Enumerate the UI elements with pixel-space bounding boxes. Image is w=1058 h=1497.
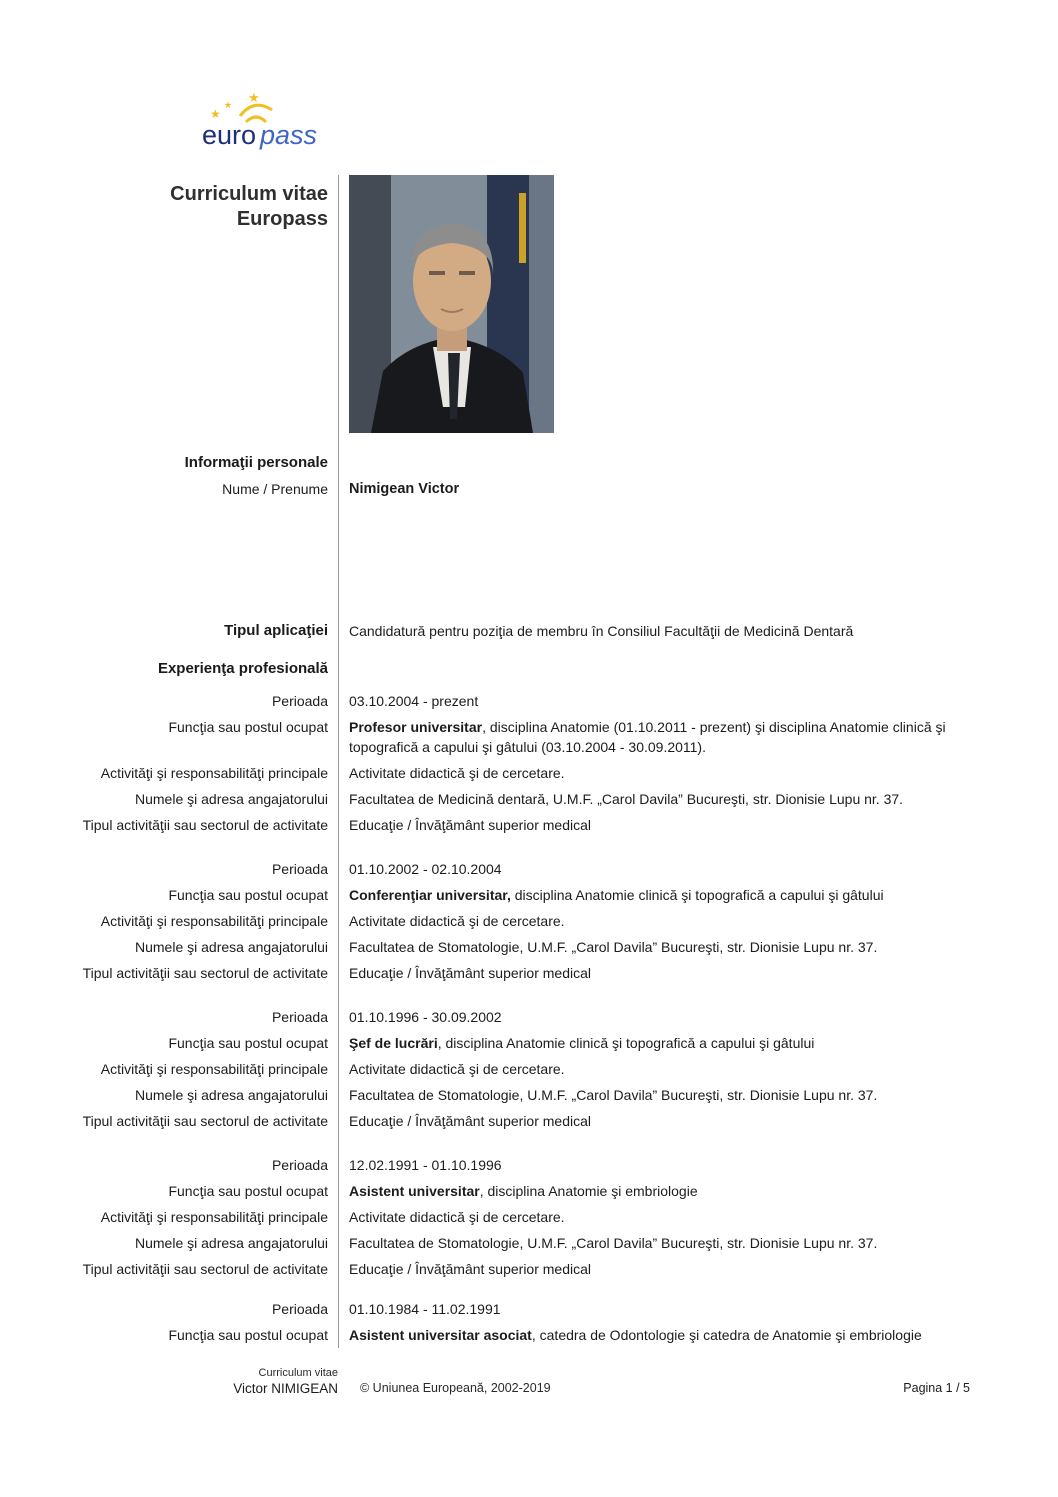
experience-entry-row [0, 1152, 1058, 1178]
experience-section-row [0, 656, 1058, 682]
svg-text:★: ★ [210, 107, 221, 121]
application-label: Tipul aplicaţiei [224, 622, 328, 639]
position-value [338, 882, 1058, 908]
experience-entry-row [0, 1296, 1058, 1322]
logo-pass-text: pass [260, 120, 318, 150]
sector-label: Tipul activităţii sau sectorul de activitate [82, 965, 328, 981]
logo-stars-icon [196, 86, 356, 156]
position-title: Asistent universitar [349, 1183, 480, 1199]
activities-value: Activitate didactică şi de cercetare. [338, 1204, 1058, 1230]
name-row [0, 476, 1058, 502]
name-value: Nimigean Victor [338, 476, 1058, 502]
position-label: Funcţia sau postul ocupat [168, 1035, 328, 1051]
experience-entry-row [0, 786, 1058, 812]
employer-value: Facultatea de Stomatologie, U.M.F. „Carol Davila” Bucureşti, str. Dionisie Lupu nr. 37. [338, 1230, 1058, 1256]
employer-label: Numele şi adresa angajatorului [135, 1087, 328, 1103]
experience-entry-row [0, 1004, 1058, 1030]
position-detail: , disciplina Anatomie clinică şi topografică a capului şi gâtului [437, 1035, 815, 1051]
sector-label: Tipul activităţii sau sectorul de activitate [82, 1113, 328, 1129]
sector-value: Educaţie / Învăţământ superior medical [338, 812, 1058, 838]
position-value [338, 1178, 1058, 1204]
activities-value: Activitate didactică şi de cercetare. [338, 760, 1058, 786]
footer-author: Victor NIMIGEAN [233, 1381, 338, 1396]
period-value: 03.10.2004 - prezent [338, 688, 1058, 714]
position-label: Funcţia sau postul ocupat [168, 1183, 328, 1199]
experience-entry-row [0, 1322, 1058, 1348]
cv-title [0, 178, 328, 232]
footer-doc-type: Curriculum vitae [258, 1367, 338, 1379]
position-label: Funcţia sau postul ocupat [168, 1327, 328, 1343]
experience-section-heading: Experienţa profesională [157, 660, 328, 677]
position-detail: disciplina Anatomie clinică şi topografică a capului şi gâtului [510, 887, 884, 903]
sector-value: Educaţie / Învăţământ superior medical [338, 1256, 1058, 1282]
position-label: Funcţia sau postul ocupat [168, 719, 328, 735]
period-value: 01.10.1984 - 11.02.1991 [338, 1296, 1058, 1322]
logo-euro-text: euro [202, 120, 257, 150]
svg-text:★: ★ [224, 100, 233, 110]
experience-entry-row [0, 812, 1058, 838]
position-title: Profesor universitar [349, 719, 483, 735]
activities-value: Activitate didactică şi de cercetare. [338, 908, 1058, 934]
sector-label: Tipul activităţii sau sectorul de activitate [82, 817, 328, 833]
activities-value: Activitate didactică şi de cercetare. [338, 1056, 1058, 1082]
svg-text:★: ★ [248, 90, 260, 105]
experience-entry-row [0, 1030, 1058, 1056]
experience-entry-row [0, 856, 1058, 882]
experience-entry-row [0, 960, 1058, 986]
employer-label: Numele şi adresa angajatorului [135, 1235, 328, 1251]
personal-section-row [0, 450, 1058, 476]
experience-entry-row [0, 1082, 1058, 1108]
sector-value: Educaţie / Învăţământ superior medical [338, 1108, 1058, 1134]
application-row [0, 618, 1058, 644]
employer-label: Numele şi adresa angajatorului [135, 791, 328, 807]
experience-entry-row [0, 1108, 1058, 1134]
employer-value: Facultatea de Medicină dentară, U.M.F. „Carol Davila” Bucureşti, str. Dionisie Lupu nr. 37. [338, 786, 1058, 812]
footer-copyright: © Uniunea Europeană, 2002-2019 [360, 1381, 551, 1395]
position-title: Conferenţiar universitar, [349, 887, 511, 903]
period-value: 12.02.1991 - 01.10.1996 [338, 1152, 1058, 1178]
header-row [0, 175, 1058, 438]
sector-value: Educaţie / Învăţământ superior medical [338, 960, 1058, 986]
experience-entry-row [0, 934, 1058, 960]
europass-logo [196, 86, 356, 156]
employer-value: Facultatea de Stomatologie, U.M.F. „Carol Davila” Bucureşti, str. Dionisie Lupu nr. 37. [338, 1082, 1058, 1108]
position-value [338, 1322, 1058, 1348]
experience-entry-row [0, 1230, 1058, 1256]
application-value: Candidatură pentru poziţia de membru în Consiliul Facultăţii de Medicină Dentară [338, 618, 1058, 644]
period-value: 01.10.2002 - 02.10.2004 [338, 856, 1058, 882]
personal-section-heading: Informaţii personale [184, 454, 328, 471]
experience-entry-row [0, 1204, 1058, 1230]
cv-title-line1: Curriculum vitae [170, 183, 328, 205]
position-detail: , disciplina Anatomie şi embriologie [479, 1183, 698, 1199]
period-label: Perioada [271, 861, 328, 877]
experience-entry-row [0, 908, 1058, 934]
position-title: Asistent universitar asociat [349, 1327, 532, 1343]
activities-label: Activităţi şi responsabilităţi principale [100, 913, 328, 929]
position-label: Funcţia sau postul ocupat [168, 887, 328, 903]
position-title: Şef de lucrări [349, 1035, 438, 1051]
activities-label: Activităţi şi responsabilităţi principale [100, 1209, 328, 1225]
position-detail: , disciplina Anatomie (01.10.2011 - prezent) şi disciplina Anatomie clinică şi topografică a capului şi gâtului (03.10.2004 - 30.09.2011). [349, 719, 946, 755]
experience-entry-row [0, 882, 1058, 908]
experience-entry-row [0, 688, 1058, 714]
footer-page-number: Pagina 1 / 5 [903, 1381, 970, 1395]
cv-title-line2: Europass [236, 208, 328, 230]
period-label: Perioada [271, 1009, 328, 1025]
activities-label: Activităţi şi responsabilităţi principale [100, 765, 328, 781]
experience-entry-row [0, 1256, 1058, 1282]
activities-label: Activităţi şi responsabilităţi principale [100, 1061, 328, 1077]
experience-entry-row [0, 760, 1058, 786]
name-label: Nume / Prenume [222, 481, 328, 497]
employer-value: Facultatea de Stomatologie, U.M.F. „Carol Davila” Bucureşti, str. Dionisie Lupu nr. 37. [338, 934, 1058, 960]
period-label: Perioada [271, 1301, 328, 1317]
period-label: Perioada [271, 693, 328, 709]
portrait-photo [349, 175, 554, 433]
experience-entry-row [0, 714, 1058, 760]
position-value [338, 1030, 1058, 1056]
position-detail: , catedra de Odontologie şi catedra de Anatomie şi embriologie [531, 1327, 922, 1343]
period-value: 01.10.1996 - 30.09.2002 [338, 1004, 1058, 1030]
experience-entry-row [0, 1178, 1058, 1204]
page-footer [0, 1366, 1058, 1397]
period-label: Perioada [271, 1157, 328, 1173]
employer-label: Numele şi adresa angajatorului [135, 939, 328, 955]
experience-entry-row [0, 1056, 1058, 1082]
sector-label: Tipul activităţii sau sectorul de activitate [82, 1261, 328, 1277]
position-value [338, 714, 1058, 760]
